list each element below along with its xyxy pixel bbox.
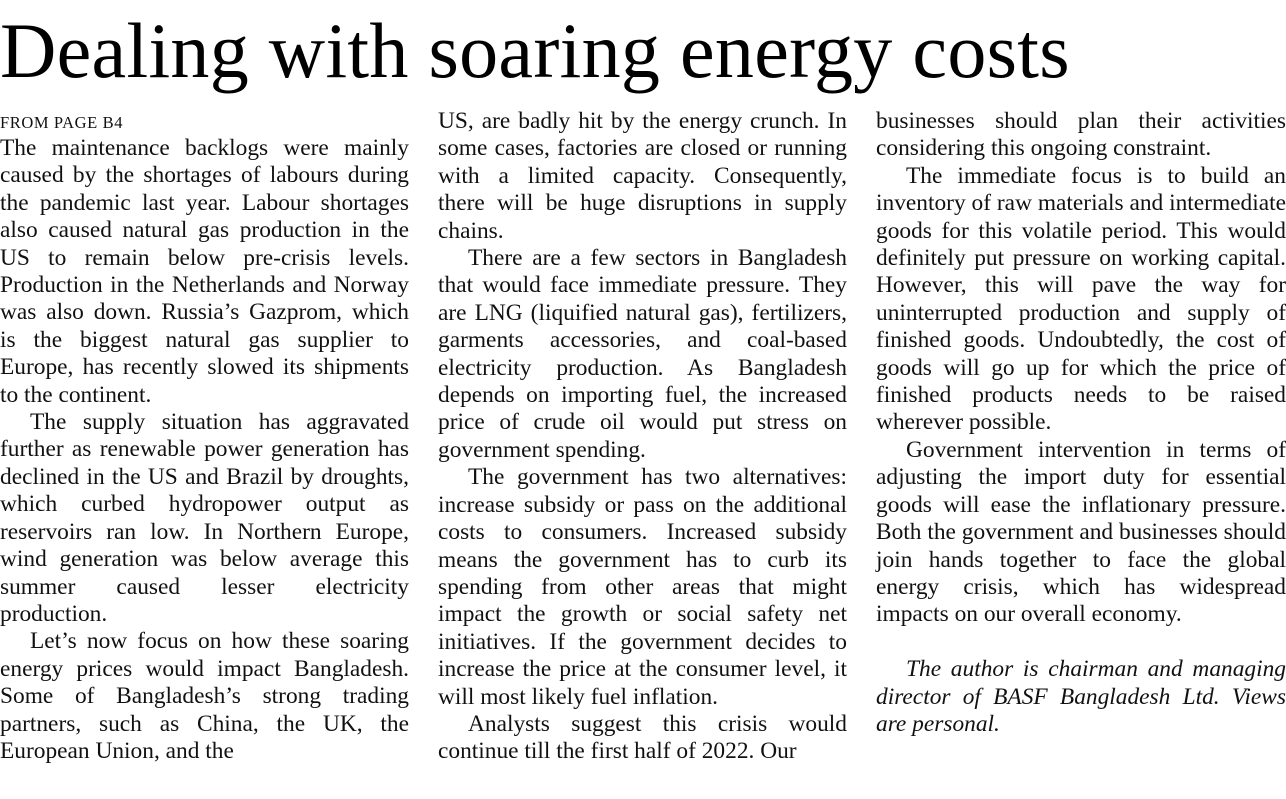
headline: Dealing with soaring energy costs	[0, 7, 1070, 94]
body-paragraph: The maintenance backlogs were mainly caused by the shortages of labours during the pandemic last year. Labour shortages also caused natural gas production in the US to remain below pre-crisis levels. Production in the Netherlands and Norway was also down. Russia’s Gazprom, which is the biggest natural gas supplier to Europe, has recently slowed its shipments to the continent.	[0, 135, 409, 408]
body-paragraph: US, are badly hit by the energy crunch. In some cases, factories are closed or running with a limited capacity. Consequently, there will be huge disruptions in supply chains.	[438, 108, 847, 244]
article-column-1	[0, 108, 409, 765]
paragraph-spacer	[876, 629, 1286, 656]
body-paragraph: The immediate focus is to build an inventory of raw materials and intermediate goods for this volatile period. This would definitely put pressure on working capital. However, this will pave the way for uninterrupted production and supply of finished goods. Undoubtedly, the cost of goods will go up for which the price of finished products needs to be raised wherever possible.	[876, 162, 1286, 436]
body-paragraph: businesses should plan their activities considering this ongoing constraint.	[876, 108, 1286, 162]
body-paragraph: There are a few sectors in Bangladesh that would face immediate pressure. They are LNG (liquified natural gas), fertilizers, garments accessories, and coal-based electricity production. As Bangladesh depends on importing fuel, the increased price of crude oil would put stress on government spending.	[438, 245, 847, 463]
body-paragraph: Let’s now focus on how these soaring energy prices would impact Bangladesh. Some of Bangladesh’s strong trading partners, such as China, the UK, the European Union, and the	[0, 628, 409, 764]
article-column-3	[876, 108, 1286, 738]
body-paragraph: The supply situation has aggravated further as renewable power generation has declined in the US and Brazil by droughts, which curbed hydropower output as reservoirs ran low. In Northern Europe, wind generation was below average this summer caused lesser electricity production.	[0, 409, 409, 627]
continuation-kicker: FROM PAGE B4	[0, 113, 124, 132]
body-paragraph: Analysts suggest this crisis would continue till the first half of 2022. Our	[438, 710, 847, 765]
author-note: The author is chairman and managing director of BASF Bangladesh Ltd. Views are personal.	[876, 656, 1286, 737]
body-paragraph: Government intervention in terms of adjusting the import duty for essential goods will ease the inflationary pressure. Both the government and businesses should join hands together to face the global energy crisis, which has widespread impacts on our overall economy.	[876, 436, 1286, 628]
body-paragraph: The government has two alternatives: increase subsidy or pass on the additional costs to consumers. Increased subsidy means the government has to curb its spending from other areas that might impact the growth or social safety net initiatives. If the government decides to increase the price at the consumer level, it will most likely fuel inflation.	[438, 464, 847, 710]
article-column-2	[438, 108, 847, 766]
